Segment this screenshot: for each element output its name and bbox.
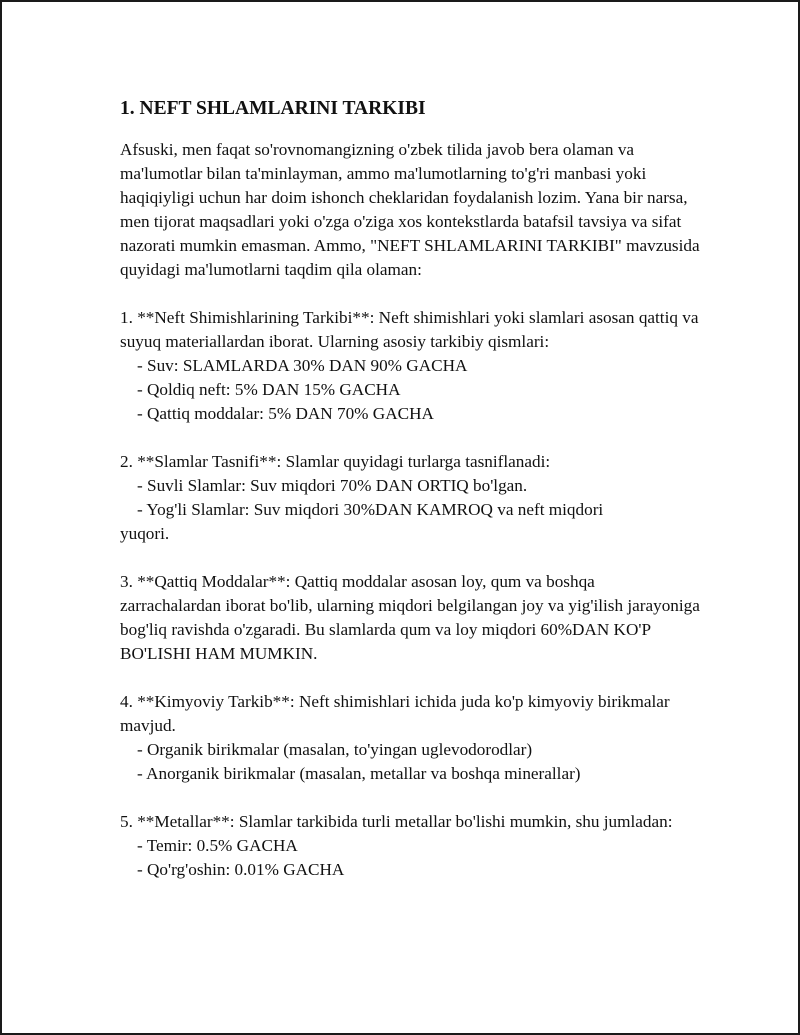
- section-2-heading: 2. **Slamlar Tasnifi**: Slamlar quyidagi turlarga tasniflanadi:: [120, 452, 551, 471]
- list-item: - Temir: 0.5% GACHA: [137, 836, 298, 855]
- list-item-continuation: yuqori.: [120, 524, 170, 543]
- list-item: - Organik birikmalar (masalan, to'yingan uglevodorodlar): [137, 740, 533, 759]
- section-4: [120, 690, 700, 786]
- list-item: - Suv: SLAMLARDA 30% DAN 90% GACHA: [137, 356, 468, 375]
- section-3-heading: 3. **Qattiq Moddalar**: Qattiq moddalar asosan loy, qum va boshqa zarrachalardan iborat bo'lib, ularning miqdori belgilangan joy va yig'ilish jarayoniga bog'liq ravishda o'zgaradi. Bu slamlarda qum va loy miqdori 60%DAN KO'P BO'LISHI HAM MUMKIN.: [120, 572, 700, 663]
- list-item: - Anorganik birikmalar (masalan, metallar va boshqa minerallar): [137, 764, 581, 783]
- section-3: [120, 570, 700, 666]
- document-title: 1. NEFT SHLAMLARINI TARKIBI: [120, 98, 426, 119]
- list-item: - Qoldiq neft: 5% DAN 15% GACHA: [137, 380, 401, 399]
- list-item: - Suvli Slamlar: Suv miqdori 70% DAN ORTIQ bo'lgan.: [137, 476, 528, 495]
- list-item: - Qo'rg'oshin: 0.01% GACHA: [137, 860, 345, 879]
- list-item: - Qattiq moddalar: 5% DAN 70% GACHA: [137, 404, 434, 423]
- section-2: [120, 450, 700, 546]
- intro-paragraph: Afsuski, men faqat so'rovnomangizning o'zbek tilida javob bera olaman va ma'lumotlar bilan ta'minlayman, ammo ma'lumotlarning to'g'ri manbasi yoki haqiqiyligi uchun har doim ishonch cheklaridan foydalanish lozim. Yana bir narsa, men tijorat maqsadlari yoki o'zga o'ziga xos kontekstlarda batafsil tavsiya va sifat nazorati mumkin emasman. Ammo, "NEFT SHLAMLARINI TARKIBI" mavzusida quyidagi ma'lumotlarni taqdim qila olaman:: [120, 140, 700, 279]
- section-4-heading: 4. **Kimyoviy Tarkib**: Neft shimishlari ichida juda ko'p kimyoviy birikmalar mavjud.: [120, 692, 670, 735]
- section-5: [120, 810, 700, 882]
- list-item: - Yog'li Slamlar: Suv miqdori 30%DAN KAMROQ va neft miqdori: [137, 500, 604, 519]
- section-1-heading: 1. **Neft Shimishlarining Tarkibi**: Neft shimishlari yoki slamlari asosan qattiq va suyuq materiallardan iborat. Ularning asosiy tarkibiy qismlari:: [120, 308, 699, 351]
- section-1: [120, 306, 700, 426]
- section-5-heading: 5. **Metallar**: Slamlar tarkibida turli metallar bo'lishi mumkin, shu jumladan:: [120, 812, 673, 831]
- document-body: [120, 97, 700, 906]
